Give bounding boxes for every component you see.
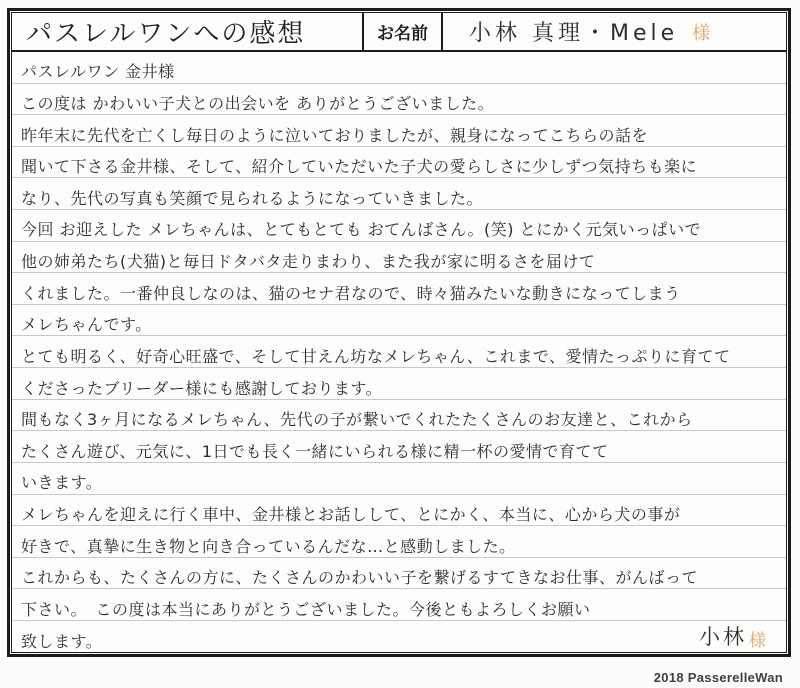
letter-line <box>12 400 786 432</box>
letter-line <box>12 210 786 242</box>
signature-name: 小林 <box>699 624 747 649</box>
letter-line-text: たくさん遊び、元気に、1日でも長く一緒にいられる様に精一杯の愛情で育てて <box>21 441 609 461</box>
form-title-cell <box>12 13 364 50</box>
footer-credit: 2018 PasserelleWan <box>653 670 783 685</box>
letter-line-text: この度は かわいい子犬との出会いを ありがとうございました。 <box>21 94 495 114</box>
name-field <box>443 13 786 50</box>
name-field-label: お名前 <box>364 13 443 50</box>
letter-line <box>12 368 786 400</box>
letter-line-text: 好きで、真摯に生き物と向き合っているんだな…と感動しました。 <box>21 536 516 556</box>
letter-line <box>12 115 786 147</box>
letter-line-text: なり、先代の写真も笑顔で見られるようになっていきました。 <box>21 188 484 208</box>
letter-line-text: 今回 お迎えした メレちゃんは、とてもとても おてんばさん。(笑) とにかく元気いっぱいで <box>21 220 702 240</box>
letter-line <box>12 147 786 179</box>
letter-line <box>12 589 786 621</box>
letter-line <box>12 336 786 368</box>
letter-line-text: 間もなく3ヶ月になるメレちゃん、先代の子が繋いでくれたたくさんのお友達と、これから <box>21 410 693 430</box>
letter-line <box>12 84 786 116</box>
letter-line <box>12 431 786 463</box>
form-header <box>12 13 786 52</box>
letter-line <box>12 273 786 305</box>
letter-line-text: くださったブリーダー様にも感謝しております。 <box>21 378 383 398</box>
letter-body <box>12 52 786 652</box>
form-frame-inner <box>11 12 787 653</box>
letter-line-text: 下さい。 この度は本当にありがとうございました。今後ともよろしくお願い <box>21 599 591 619</box>
letter-line-text: メレちゃんです。 <box>21 315 152 335</box>
form-frame <box>7 8 791 657</box>
signature-honorific: 様 <box>749 630 766 650</box>
letter-line-text: とても明るく、好奇心旺盛で、そして甘えん坊なメレちゃん、これまで、愛情たっぷりに育てて <box>21 346 731 366</box>
letter-line <box>12 305 786 337</box>
letter-line <box>12 495 786 527</box>
letter-line-text: 昨年末に先代を亡くし毎日のように泣いておりましたが、親身になってこちらの話を <box>21 125 649 145</box>
letter-line-text: いきます。 <box>21 473 103 493</box>
letter-line-last <box>12 621 786 652</box>
letter-line-text: くれました。一番仲良しなのは、猫のセナ君なので、時々猫みたいな動きになってしまう <box>21 283 681 303</box>
letter-line-text: 致します。 <box>21 631 103 651</box>
letter-line-text: パスレルワン 金井様 <box>21 62 175 82</box>
signature <box>699 621 780 651</box>
letter-line-text: これからも、たくさんの方に、たくさんのかわいい子を繋げるすてきなお仕事、がんばって <box>21 568 698 588</box>
letter-line-text: 聞いて下さる金井様、そして、紹介していただいた子犬の愛らしさに少しずつ気持ちも楽に <box>21 157 698 177</box>
letter-line <box>12 178 786 210</box>
letter-line <box>12 526 786 558</box>
letter-line-text: 他の姉弟たち(犬猫)と毎日ドタバタ走りまわり、また我が家に明るさを届けて <box>21 252 596 272</box>
name-value-handwritten: 小林 真理・Mele <box>469 21 679 46</box>
page-title: パスレルワンへの感想 <box>26 18 306 48</box>
letter-line-text: メレちゃんを迎えに行く車中、金井様とお話しして、とにかく、本当に、心から犬の事が <box>21 504 681 524</box>
letter-line <box>12 463 786 495</box>
letter-line <box>12 52 786 84</box>
letter-line <box>12 242 786 274</box>
letter-line <box>12 558 786 590</box>
name-honorific: 様 <box>692 22 711 43</box>
